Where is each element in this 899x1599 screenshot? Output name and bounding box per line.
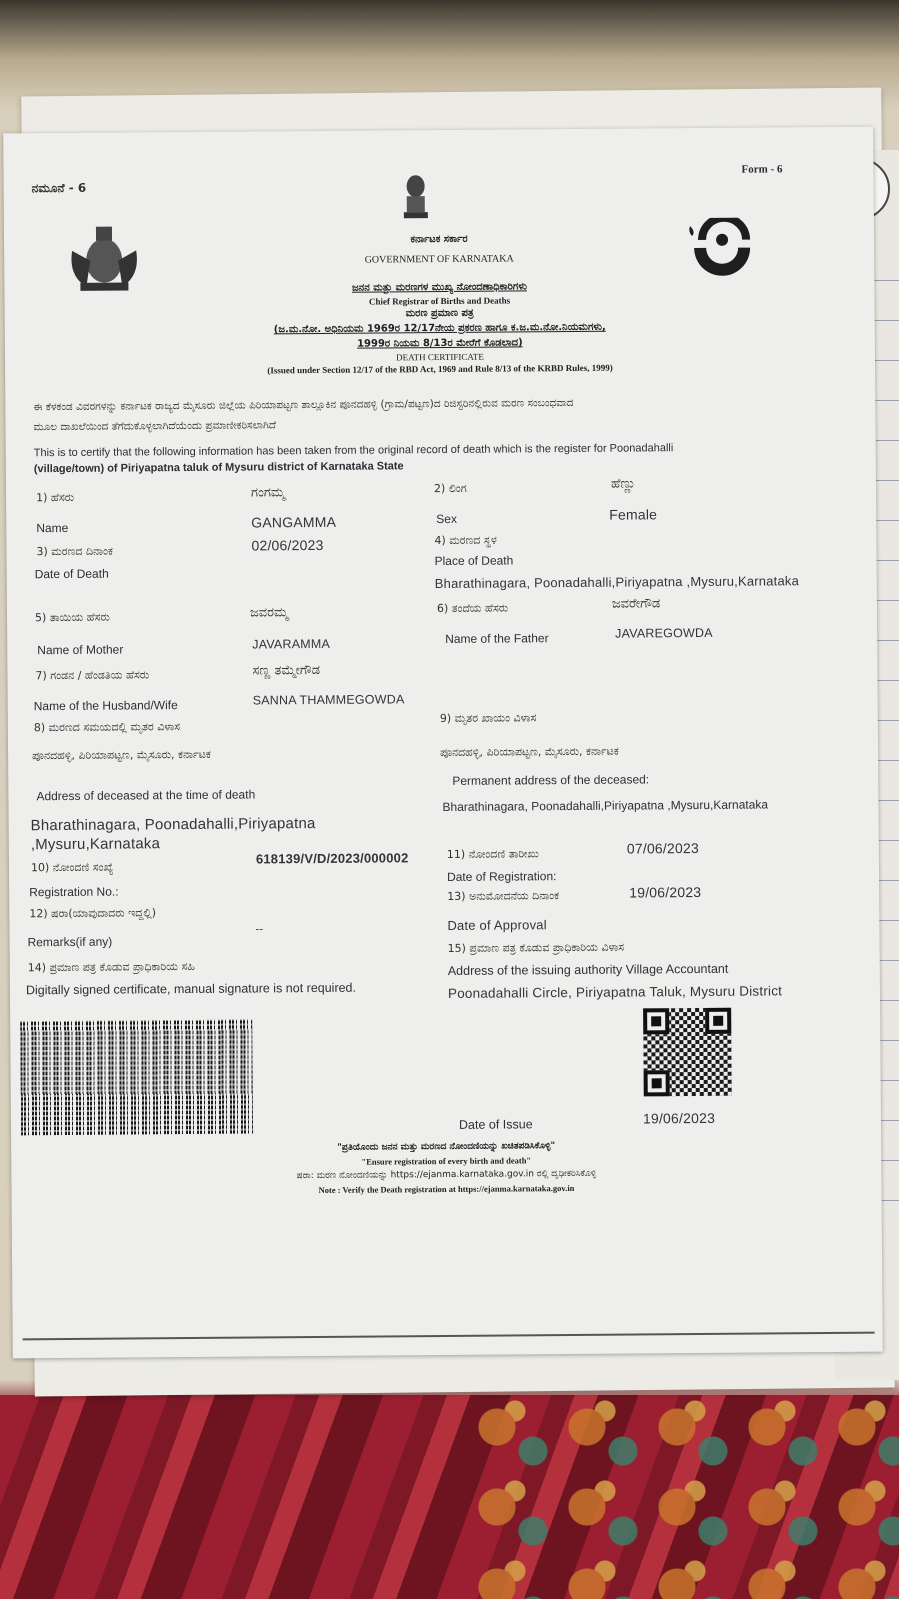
name-value-kn: ಗಂಗಮ್ಮ <box>250 485 286 501</box>
approval-label: Date of Approval <box>447 917 547 933</box>
death-certificate <box>3 127 883 1359</box>
name-label-kn: 1) ಹೆಸರು <box>36 490 75 505</box>
remarks-label-kn: 12) ಷರಾ(ಯಾವುದಾದರು ಇದ್ದಲ್ಲಿ) <box>29 906 157 921</box>
dod-label-kn: 3) ಮರಣದ ದಿನಾಂಕ <box>36 544 113 559</box>
reg-date-label: Date of Registration: <box>447 869 557 884</box>
registrar-kn: ಜನನ ಮತ್ತು ಮರಣಗಳ ಮುಖ್ಯ ನೋಂದಣಾಧಿಕಾರಿಗಳು <box>351 281 527 294</box>
father-label: Name of the Father <box>445 631 549 646</box>
certificate-barcode <box>20 1020 253 1136</box>
registrar-en: Chief Registrar of Births and Deaths <box>368 295 511 307</box>
mother-value-kn: ಜವರಮ್ಮ <box>249 605 289 621</box>
issue-date-value: 19/06/2023 <box>642 1109 716 1127</box>
intro-en-line1: This is to certify that the following information has been taken from the original record of death which is the register for Poonadahalli <box>33 442 674 460</box>
mother-label-kn: 5) ತಾಯಿಯ ಹೆಸರು <box>34 610 110 625</box>
pod-label-kn: 4) ಮರಣದ ಸ್ಥಳ <box>434 533 497 548</box>
form-label-en: Form - 6 <box>741 163 783 176</box>
intro-kn-line2: ಮೂಲ ದಾಖಲೆಯಿಂದ ತೆಗೆದುಕೊಳ್ಳಲಾಗಿದೆಯೆಂದು ಪ್ರಮಾಣೀಕರಿಸಲಾಗಿದೆ <box>33 419 277 434</box>
certificate-title-en: DEATH CERTIFICATE <box>396 351 484 363</box>
reg-no-label-kn: 10) ನೋಂದಣಿ ಸಂಖ್ಯೆ <box>30 860 114 875</box>
address-value-line2: ,Mysuru,Karnataka <box>30 835 161 854</box>
father-value: JAVAREGOWDA <box>615 625 713 641</box>
verify-note-kn: ಷರಾ: ಮರಣ ನೋಂದಣಿಯನ್ನು https://ejanma.karnataka.gov.in ರಲ್ಲಿ ದೃಢೀಕರಿಸಿಕೊಳ್ಳಿ <box>296 1168 597 1182</box>
sex-value-kn: ಹೆಣ್ಣು <box>610 476 636 492</box>
issue-date-label: Date of Issue <box>458 1117 533 1132</box>
name-value: GANGAMMA <box>251 513 337 531</box>
spouse-value: SANNA THAMMEGOWDA <box>252 692 405 708</box>
signature-note: Digitally signed certificate, manual signature is not required. <box>25 980 357 998</box>
authority-label: Address of the issuing authority Village Accountant <box>447 961 729 978</box>
gov-title-en: GOVERNMENT OF KARNATAKA <box>364 253 514 266</box>
address-value-kn: ಪೂನದಹಳ್ಳಿ, ಪಿರಿಯಾಪಟ್ಟಣ, ಮೈಸೂರು, ಕರ್ನಾಟಕ <box>32 747 211 763</box>
address-value-line1: Bharathinagara, Poonadahalli,Piriyapatna <box>30 815 316 835</box>
intro-kn-line1: ಈ ಕೆಳಕಂಡ ವಿವರಗಳನ್ನು ಕರ್ನಾಟಕ ರಾಜ್ಯದ ಮೈಸೂರು ಜಿಲ್ಲೆಯ ಪಿರಿಯಾಪಟ್ಟಣ ತಾಲ್ಲೂಕಿನ ಪೂನದಹಳ್ಳಿ (ಗ್ರಾಮ/ಪಟ್ಟಣ)ದ ರಿಜಿಸ್ಟರಿನಲ್ಲಿರುವ ಮರಣ ಸಂಬಂಧವಾದ <box>33 396 574 414</box>
name-label: Name <box>36 520 69 536</box>
dod-value: 02/06/2023 <box>251 536 324 554</box>
slogan-kn: "ಪ್ರತಿಯೊಂದು ಜನನ ಮತ್ತು ಮರಣದ ನೋಂದಣಿಯನ್ನು ಖಚಿತಪಡಿಸಿಕೊಳ್ಳಿ" <box>337 1141 556 1153</box>
signature-label-kn: 14) ಪ್ರಮಾಣ ಪತ್ರ ಕೊಡುವ ಪ್ರಾಧಿಕಾರಿಯ ಸಹಿ <box>27 959 195 975</box>
ashoka-lion-icon <box>399 172 433 222</box>
cloth-print-pattern <box>470 1395 899 1599</box>
pod-label: Place of Death <box>434 553 514 569</box>
remarks-label: Remarks(if any) <box>27 934 113 950</box>
spouse-label: Name of the Husband/Wife <box>33 698 178 714</box>
bottom-border-line <box>23 1332 875 1340</box>
authority-value: Poonadahalli Circle, Piriyapatna Taluk, Mysuru District <box>447 983 783 1001</box>
reg-no-label: Registration No.: <box>29 884 119 900</box>
father-value-kn: ಜವರೇಗೌಡ <box>611 596 661 612</box>
pod-value: Bharathinagara, Poonadahalli,Piriyapatna ,Mysuru,Karnataka <box>434 573 800 592</box>
reg-no-value: 618139/V/D/2023/000002 <box>255 850 409 867</box>
intro-en-line2: (village/town) of Piriyapatna taluk of Mysuru district of Karnataka State <box>33 460 404 476</box>
slogan-en: "Ensure registration of every birth and death" <box>361 1155 532 1167</box>
certificate-title-kn: ಮರಣ ಪ್ರಮಾಣ ಪತ್ರ <box>405 307 474 320</box>
form-label-kn: ನಮೂನೆ - 6 <box>31 180 87 196</box>
gov-title-kn: ಕರ್ನಾಟಕ ಸರ್ಕಾರ <box>410 233 468 246</box>
address-label-kn: 8) ಮರಣದ ಸಮಯದಲ್ಲಿ ಮೃತರ ವಿಳಾಸ <box>33 720 181 735</box>
address-label: Address of deceased at the time of death <box>36 787 256 804</box>
sex-value: Female <box>609 506 658 523</box>
permanent-address-value-kn: ಪೂನದಹಳ್ಳಿ, ಪಿರಿಯಾಪಟ್ಟಣ, ಮೈಸೂರು, ಕರ್ನಾಟಕ <box>440 744 619 760</box>
dod-label: Date of Death <box>34 566 109 582</box>
act-line1-kn: (ಜ.ಮ.ನೋ. ಅಧಿನಿಯಮ 1969ರ 12/17ನೇಯ ಪ್ರಕರಣ ಹಾಗೂ ಕ.ಜ.ಮ.ನೋ.ನಿಯಮಗಳು, <box>273 321 606 336</box>
act-line2-kn: 1999ರ ನಿಯಮ 8/13ರ ಮೇರೆಗೆ ಕೊಡಲಾದ) <box>357 337 523 350</box>
act-en: (Issued under Section 12/17 of the RBD Act, 1969 and Rule 8/13 of the KRBD Rules, 1999) <box>267 362 613 376</box>
spouse-label-kn: 7) ಗಂಡನ / ಹೆಂಡತಿಯ ಹೆಸರು <box>35 668 150 683</box>
ejanma-logo-icon <box>684 217 764 278</box>
permanent-address-label: Permanent address of the deceased: <box>452 772 650 788</box>
permanent-address-label-kn: 9) ಮೃತರ ಖಾಯಂ ವಿಳಾಸ <box>439 711 537 726</box>
reg-date-label-kn: 11) ನೋಂದಣಿ ತಾರೀಖು <box>446 847 539 861</box>
sex-label: Sex <box>436 511 457 527</box>
spouse-value-kn: ಸಣ್ಣ ತಮ್ಮೇಗೌಡ <box>252 662 321 679</box>
verify-note-en: Note : Verify the Death registration at https://ejanma.karnataka.gov.in <box>318 1182 575 1195</box>
mother-value: JAVARAMMA <box>252 636 331 652</box>
permanent-address-value: Bharathinagara, Poonadahalli,Piriyapatna ,Mysuru,Karnataka <box>442 797 769 815</box>
authority-label-kn: 15) ಪ್ರಮಾಣ ಪತ್ರ ಕೊಡುವ ಪ್ರಾಧಿಕಾರಿಯ ವಿಳಾಸ <box>447 940 625 955</box>
verification-qr-code <box>643 1008 732 1097</box>
approval-value: 19/06/2023 <box>629 883 702 901</box>
reg-date-value: 07/06/2023 <box>626 839 699 857</box>
father-label-kn: 6) ತಂದೆಯ ಹೆಸರು <box>436 601 509 616</box>
approval-label-kn: 13) ಅನುಮೋದನೆಯ ದಿನಾಂಕ <box>447 889 560 903</box>
sex-label-kn: 2) ಲಿಂಗ <box>433 481 467 496</box>
remarks-value: -- <box>255 923 264 936</box>
mother-label: Name of Mother <box>37 642 124 658</box>
